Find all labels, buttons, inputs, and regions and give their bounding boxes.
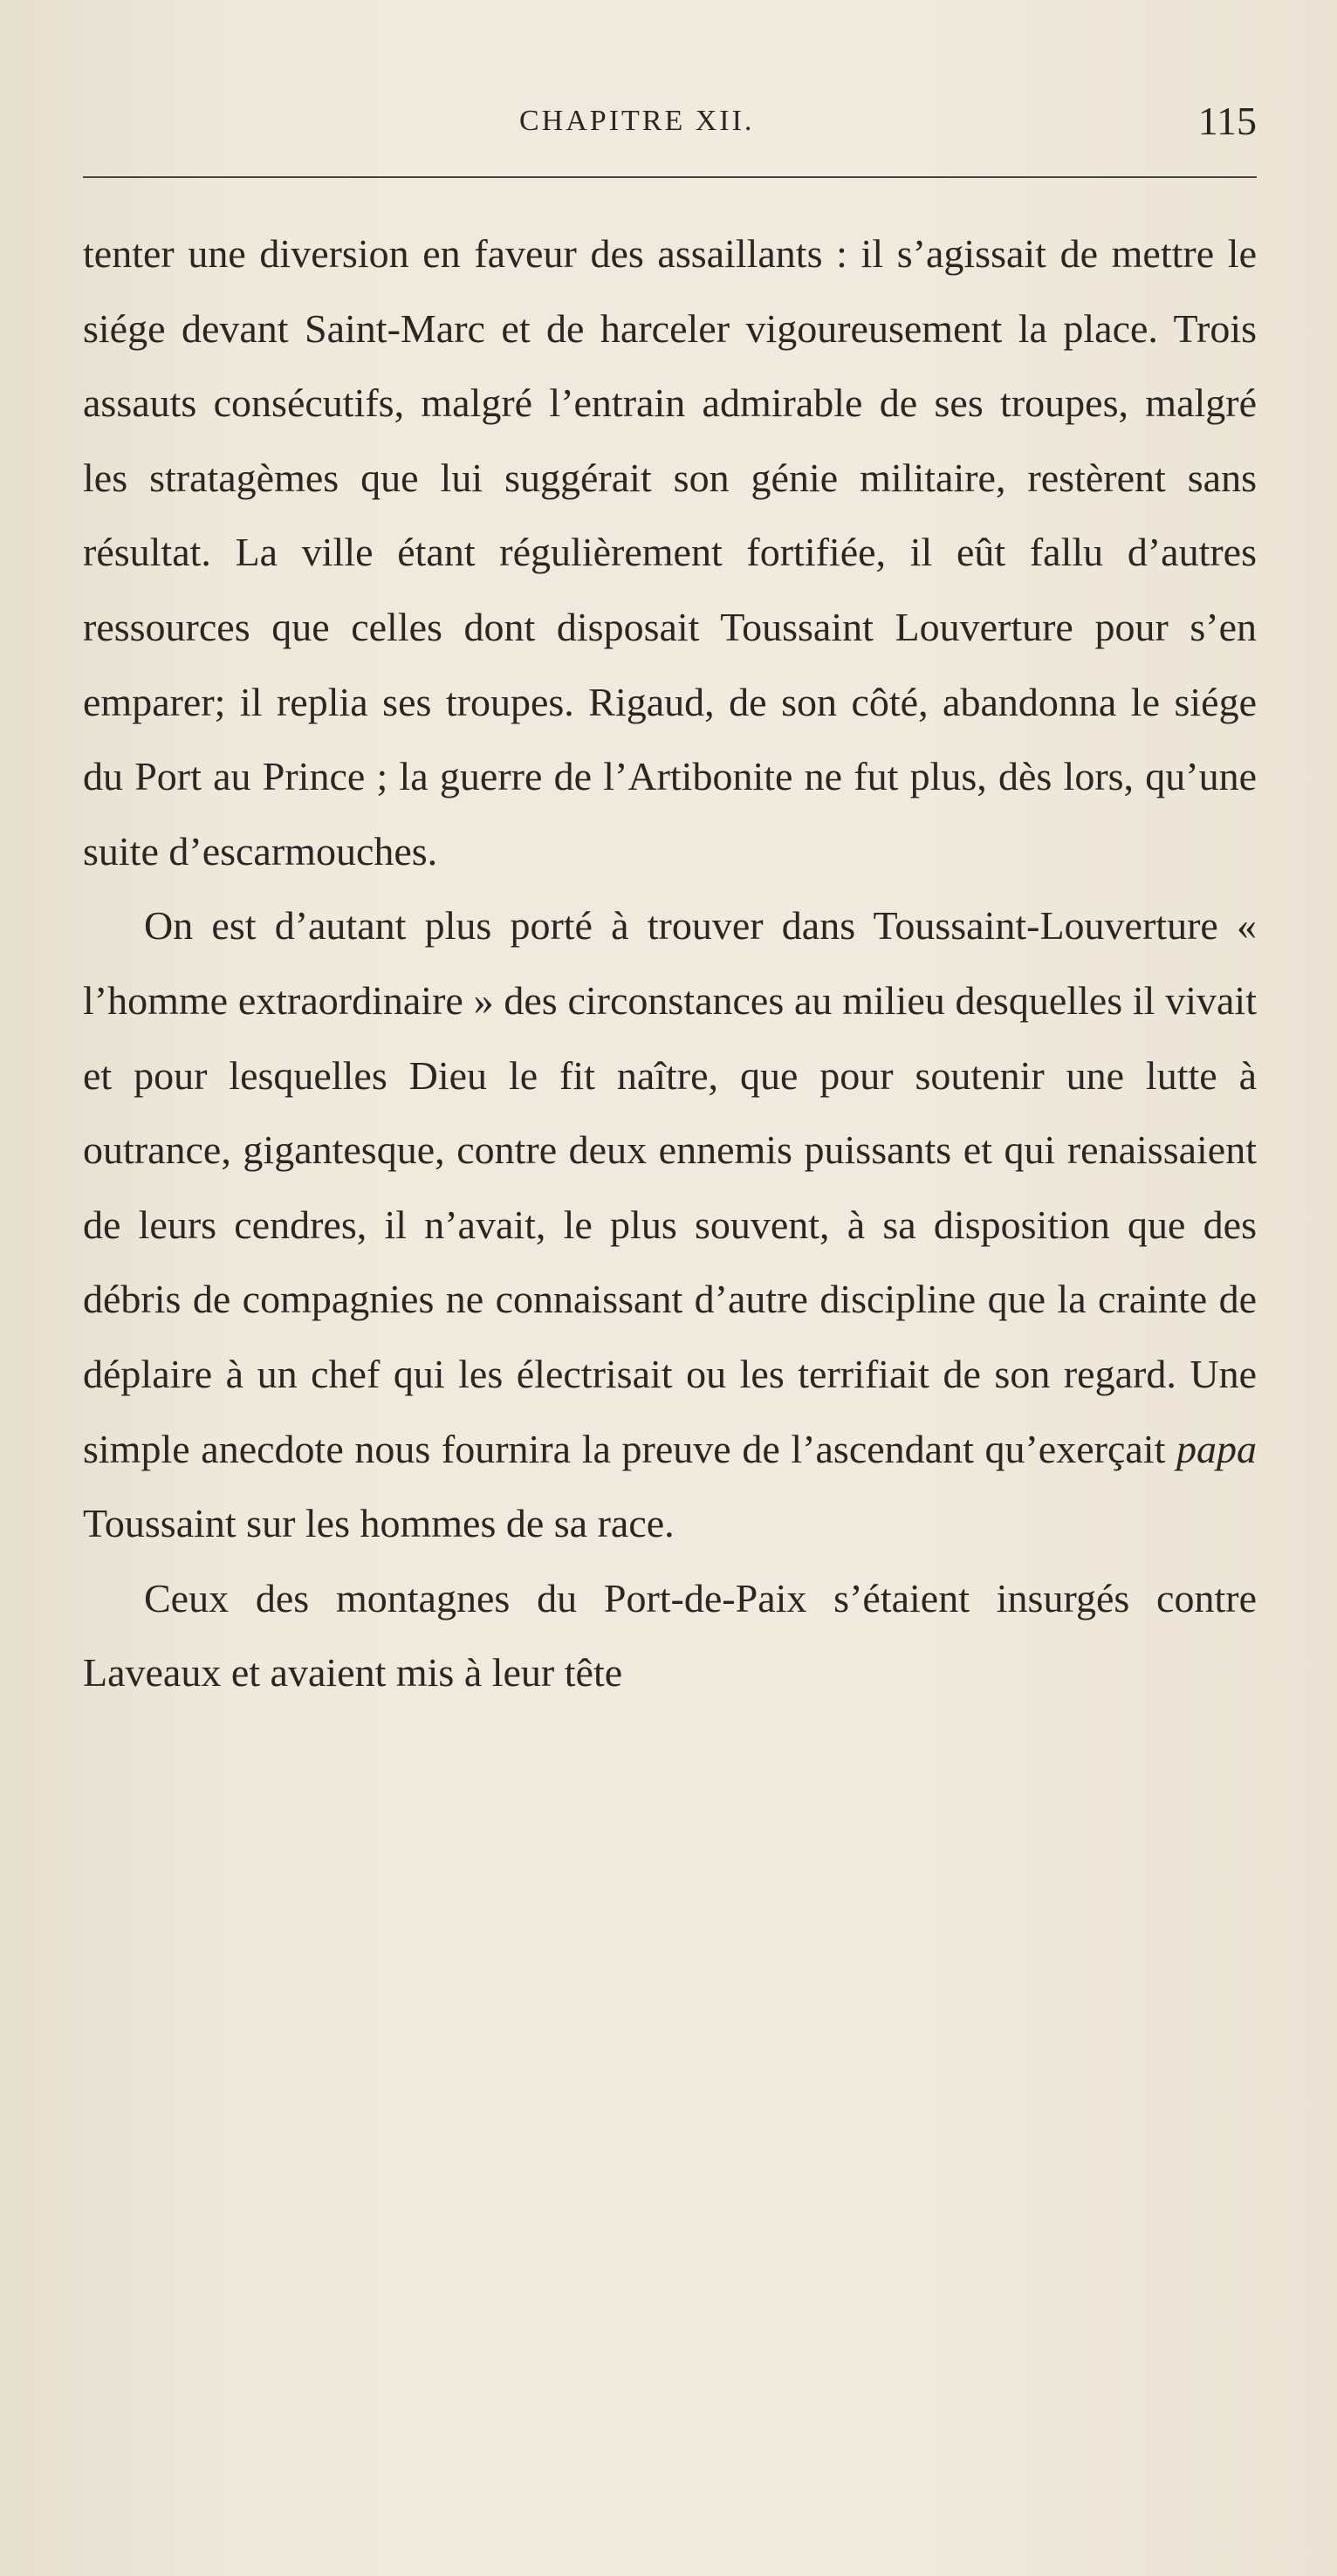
- header-rule: [83, 176, 1257, 178]
- page-number: 115: [1197, 99, 1257, 143]
- paragraph-2-text-start: On est d’autant plus porté à trouver dans Toussaint-Louverture « l’homme extraordinaire » des circonstances au milieu desquelles il vivait et pour lesquelles Dieu le fit naître, que pour soutenir une lutte à outrance, gigantesque, contre deux ennemis puissants et qui renaissaient de leurs cendres, il n’avait, le plus souvent, à sa disposition que des débris de compagnies ne connaissant d’autre discipline que la crainte de déplaire à un chef qui les électrisait ou les terrifiait de son regard. Une simple anecdote nous fournira la preuve de l’ascendant qu’exerçait: [83, 903, 1257, 1471]
- paragraph-1-text: tenter une diversion en faveur des assaillants : il s’agissait de mettre le siége devant Saint-Marc et de harceler vigoureusement la place. Trois assauts consécutifs, malgré l’entrain admirable de ses troupes, malgré les stratagèmes que lui suggérait son génie militaire, restèrent sans résultat. La ville étant régulièrement fortifiée, il eût fallu d’autres ressources que celles dont disposait Toussaint Louverture pour s’en emparer; il replia ses troupes. Rigaud, de son côté, abandonna le siége du Port au Prince ; la guerre de l’Artibonite ne fut plus, dès lors, qu’une suite d’escarmouches.: [83, 231, 1257, 874]
- paragraph-2-text-end: Toussaint sur les hommes de sa race.: [83, 1501, 675, 1546]
- running-head: CHAPITRE XII.: [519, 105, 755, 137]
- body-text: [83, 216, 1257, 1710]
- paragraph-3: [83, 1561, 1257, 1710]
- paragraph-1: [83, 216, 1257, 888]
- paragraph-2: [83, 888, 1257, 1560]
- paragraph-2-italic-word: papa: [1176, 1426, 1257, 1471]
- paragraph-3-text: Ceux des montagnes du Port-de-Paix s’étaient insurgés contre Laveaux et avaient mis à leur tête: [83, 1575, 1257, 1696]
- page-header: [83, 98, 1257, 159]
